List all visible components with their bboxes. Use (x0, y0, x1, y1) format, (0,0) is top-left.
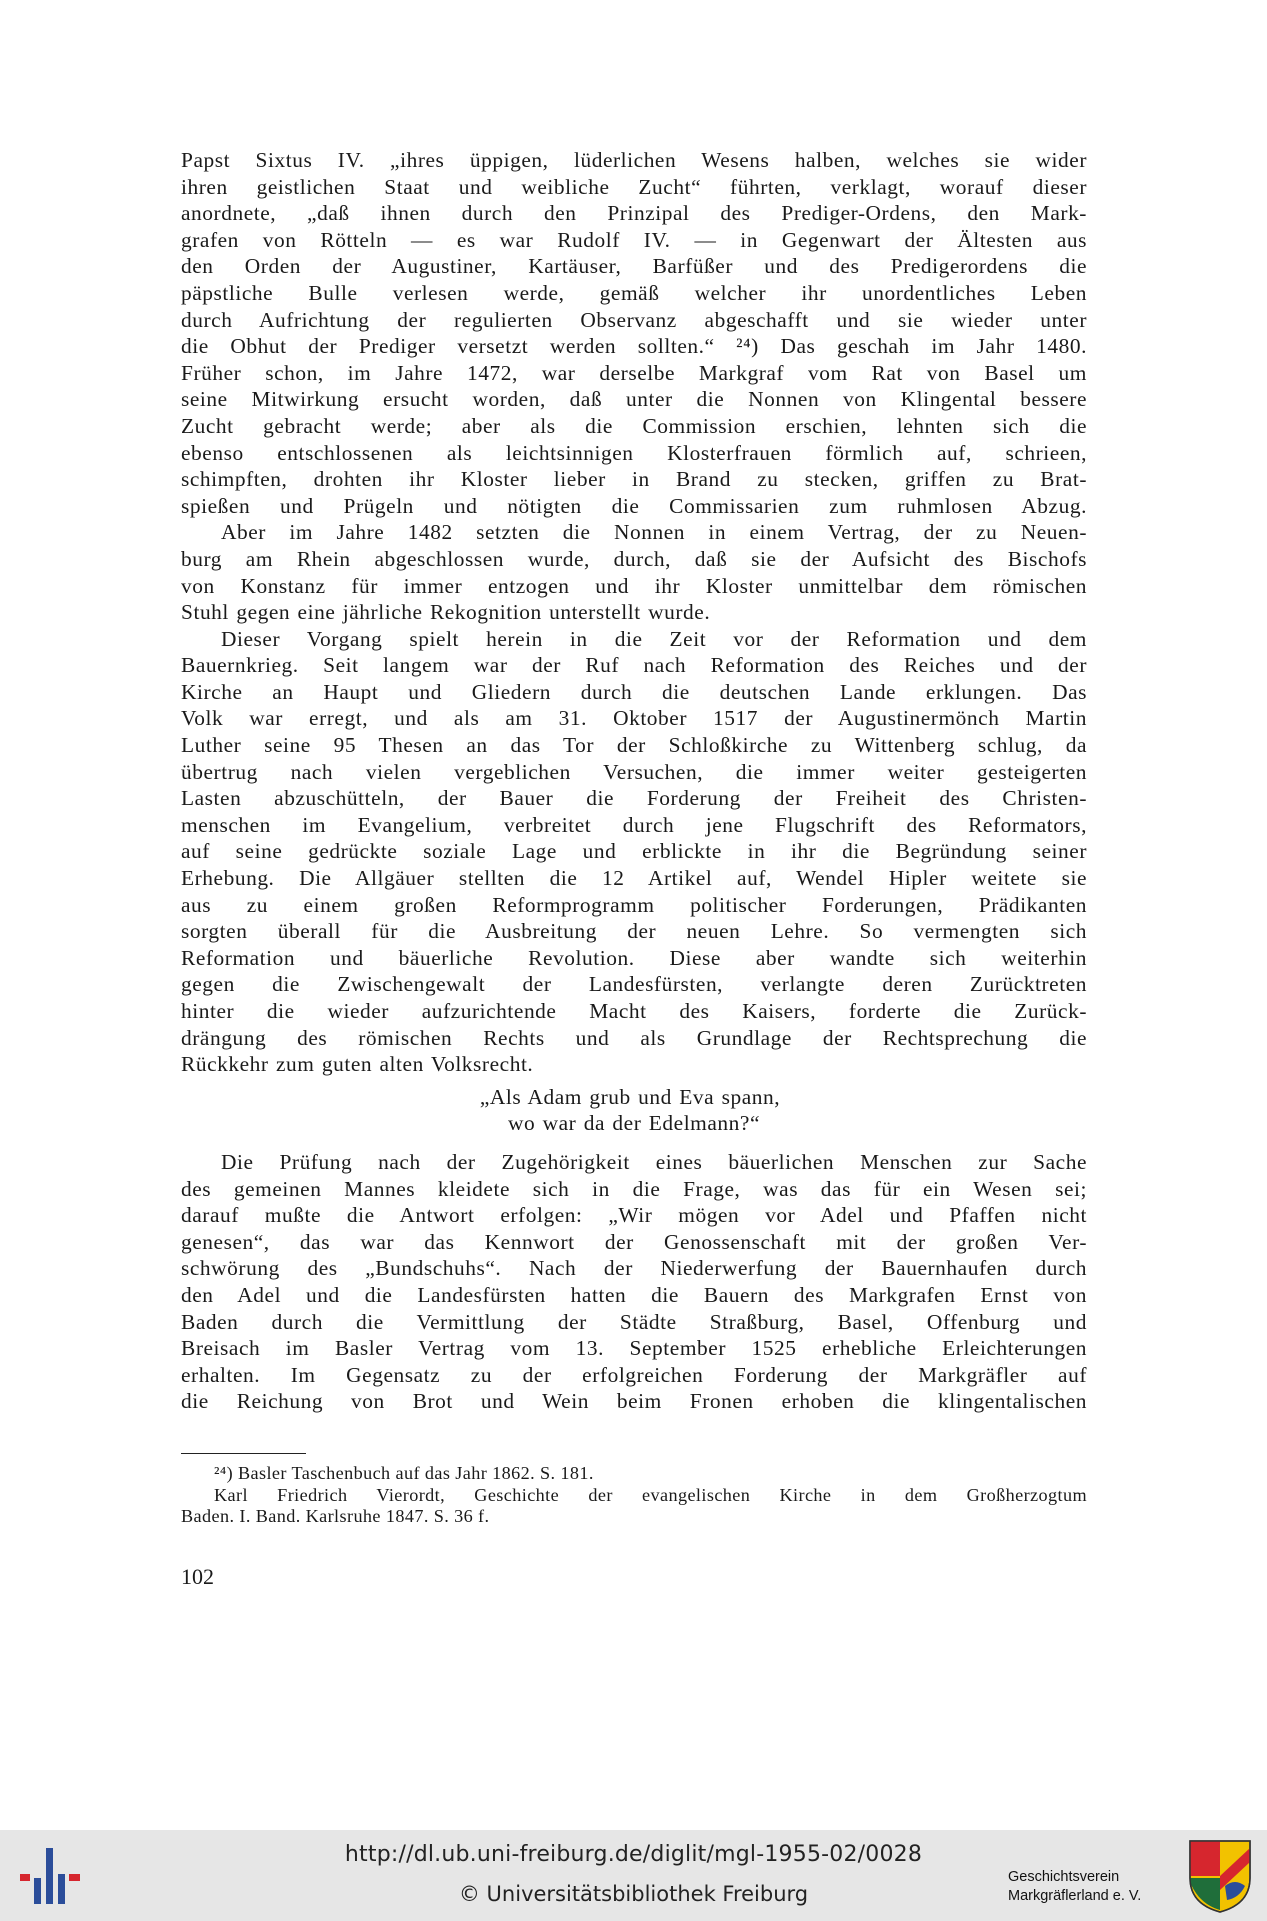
footnote-divider (181, 1453, 306, 1454)
paragraph-4 (181, 1149, 1087, 1415)
text-line: auf seine gedrückte soziale Lage und erblickte in ihr die Begründung seiner (181, 839, 1087, 864)
coat-of-arms-icon (1187, 1838, 1253, 1914)
text-line: päpstliche Bulle verlesen werde, gemäß welcher ihr unordentliches Leben (181, 280, 1087, 305)
footer-bar (0, 1830, 1267, 1921)
text-line: hinter die wieder aufzurichtende Macht des Kaisers, forderte die Zurück- (181, 999, 1087, 1023)
page-number: 102 (181, 1564, 214, 1589)
text-line: Papst Sixtus IV. „ihres üppigen, lüderlichen Wesens halben, welches sie wider (181, 148, 1087, 172)
verse-quote (181, 1084, 1087, 1137)
text-line: darauf mußte die Antwort erfolgen: „Wir mögen vor Adel und Pfaffen nicht (181, 1203, 1087, 1228)
verse-line: wo war da der Edelmann?“ (507, 1111, 760, 1136)
text-line: des gemeinen Mannes kleidete sich in die Frage, was das für ein Wesen sei; (181, 1176, 1087, 1201)
society-name-line: Markgräflerland e. V. (1008, 1888, 1142, 1904)
footnotes (181, 1463, 1087, 1528)
text-line: ebenso entschlossenen als leichtsinnigen Klosterfrauen förmlich auf, schrieen, (181, 440, 1087, 465)
text-line: Dieser Vorgang spielt herein in die Zeit vor der Reformation und dem (221, 626, 1087, 651)
text-line: drängung des römischen Rechts und als Grundlage der Rechtsprechung die (181, 1025, 1087, 1050)
paragraph-1 (181, 147, 1087, 519)
text-line: seine Mitwirkung ersucht worden, daß unter die Nonnen von Klingental bessere (181, 387, 1087, 412)
text-line: Zucht gebracht werde; aber als die Commission erschien, lehnten sich die (181, 413, 1087, 438)
text-line: von Konstanz für immer entzogen und ihr Kloster unmittelbar dem römischen (181, 573, 1087, 598)
text-line: Reformation und bäuerliche Revolution. Diese aber wandte sich weiterhin (181, 945, 1087, 970)
text-line: den Orden der Augustiner, Kartäuser, Barfüßer und des Predigerordens die (181, 254, 1087, 279)
text-line: menschen im Evangelium, verbreitet durch jene Flugschrift des Reformators, (181, 812, 1087, 837)
text-line: ihren geistlichen Staat und weibliche Zucht“ führten, verklagt, worauf dieser (181, 174, 1087, 199)
verse-line: „Als Adam grub und Eva spann, (479, 1084, 781, 1109)
text-line: übertrug nach vielen vergeblichen Versuchen, die immer weiter gesteigerten (181, 759, 1087, 784)
document-url-link[interactable]: http://dl.ub.uni-freiburg.de/diglit/mgl-1955-02/0028 (344, 1842, 923, 1867)
text-line: Aber im Jahre 1482 setzten die Nonnen in einem Vertrag, der zu Neuen- (221, 520, 1087, 545)
text-line: burg am Rhein abgeschlossen wurde, durch, daß sie der Aufsicht des Bischofs (181, 546, 1087, 571)
text-line: Volk war erregt, und als am 31. Oktober 1517 der Augustinermönch Martin (181, 706, 1087, 731)
body-text (181, 147, 1087, 1415)
text-line: den Adel und die Landesfürsten hatten die Bauern des Markgrafen Ernst von (181, 1282, 1087, 1307)
society-name-line: Geschichtsverein (1008, 1869, 1120, 1885)
text-line: sorgten überall für die Ausbreitung der neuen Lehre. So vermengten sich (181, 919, 1087, 944)
text-line: Breisach im Basler Vertrag vom 13. September 1525 erhebliche Erleichterungen (181, 1336, 1087, 1361)
text-line: gegen die Zwischengewalt der Landesfürsten, verlangte deren Zurücktreten (181, 972, 1087, 997)
text-line: durch Aufrichtung der regulierten Observanz abgeschafft und sie wieder unter (181, 307, 1087, 332)
text-line: Stuhl gegen eine jährliche Rekognition unterstellt wurde. (181, 600, 711, 625)
text-line: Rückkehr zum guten alten Volksrecht. (181, 1052, 534, 1077)
text-line: Bauernkrieg. Seit langem war der Ruf nach Reformation des Reiches und der (181, 653, 1087, 678)
text-line: Lasten abzuschütteln, der Bauer die Forderung der Freiheit des Christen- (181, 786, 1087, 811)
text-line: genesen“, das war das Kennwort der Genossenschaft mit der großen Ver- (181, 1229, 1087, 1254)
footnote-line: Baden. I. Band. Karlsruhe 1847. S. 36 f. (181, 1506, 490, 1526)
text-line: schwörung des „Bundschuhs“. Nach der Niederwerfung der Bauernhaufen durch (181, 1256, 1087, 1281)
paragraph-3 (181, 626, 1087, 1078)
text-line: spießen und Prügeln und nötigten die Commissarien zum ruhmlosen Abzug. (181, 493, 1087, 518)
text-line: erhalten. Im Gegensatz zu der erfolgreichen Forderung der Markgräfler auf (181, 1362, 1087, 1387)
paragraph-2 (181, 519, 1087, 625)
society-name (1008, 1868, 1198, 1906)
spacer (181, 1137, 1087, 1149)
copyright-notice: © Universitätsbibliothek Freiburg (458, 1882, 809, 1906)
text-line: die Reichung von Brot und Wein beim Fronen erhoben die klingentalischen (181, 1389, 1087, 1414)
text-line: Luther seine 95 Thesen an das Tor der Schloßkirche zu Wittenberg schlug, da (181, 733, 1087, 758)
text-line: Kirche an Haupt und Gliedern durch die deutschen Lande erklungen. Das (181, 679, 1087, 704)
text-line: aus zu einem großen Reformprogramm politischer Forderungen, Prädikanten (181, 892, 1087, 917)
text-line: schimpften, drohten ihr Kloster lieber in Brand zu stecken, griffen zu Brat- (181, 467, 1087, 492)
text-line: Erhebung. Die Allgäuer stellten die 12 Artikel auf, Wendel Hipler weitete sie (181, 866, 1087, 891)
text-line: Früher schon, im Jahre 1472, war derselbe Markgraf vom Rat von Basel um (181, 360, 1087, 385)
text-line: Die Prüfung nach der Zugehörigkeit eines bäuerlichen Menschen zur Sache (221, 1149, 1087, 1174)
footnote-line: Karl Friedrich Vierordt, Geschichte der evangelischen Kirche in dem Großherzogtum (214, 1484, 1087, 1505)
text-line: die Obhut der Prediger versetzt werden sollten.“ ²⁴) Das geschah im Jahr 1480. (181, 334, 1087, 359)
text-line: anordnete, „daß ihnen durch den Prinzipal des Prediger-Ordens, den Mark- (181, 201, 1087, 226)
text-line: grafen von Rötteln — es war Rudolf IV. — in Gegenwart der Ältesten aus (181, 227, 1087, 252)
footnote-line: ²⁴) Basler Taschenbuch auf das Jahr 1862. S. 181. (214, 1463, 594, 1483)
text-line: Baden durch die Vermittlung der Städte Straßburg, Basel, Offenburg und (181, 1309, 1087, 1334)
